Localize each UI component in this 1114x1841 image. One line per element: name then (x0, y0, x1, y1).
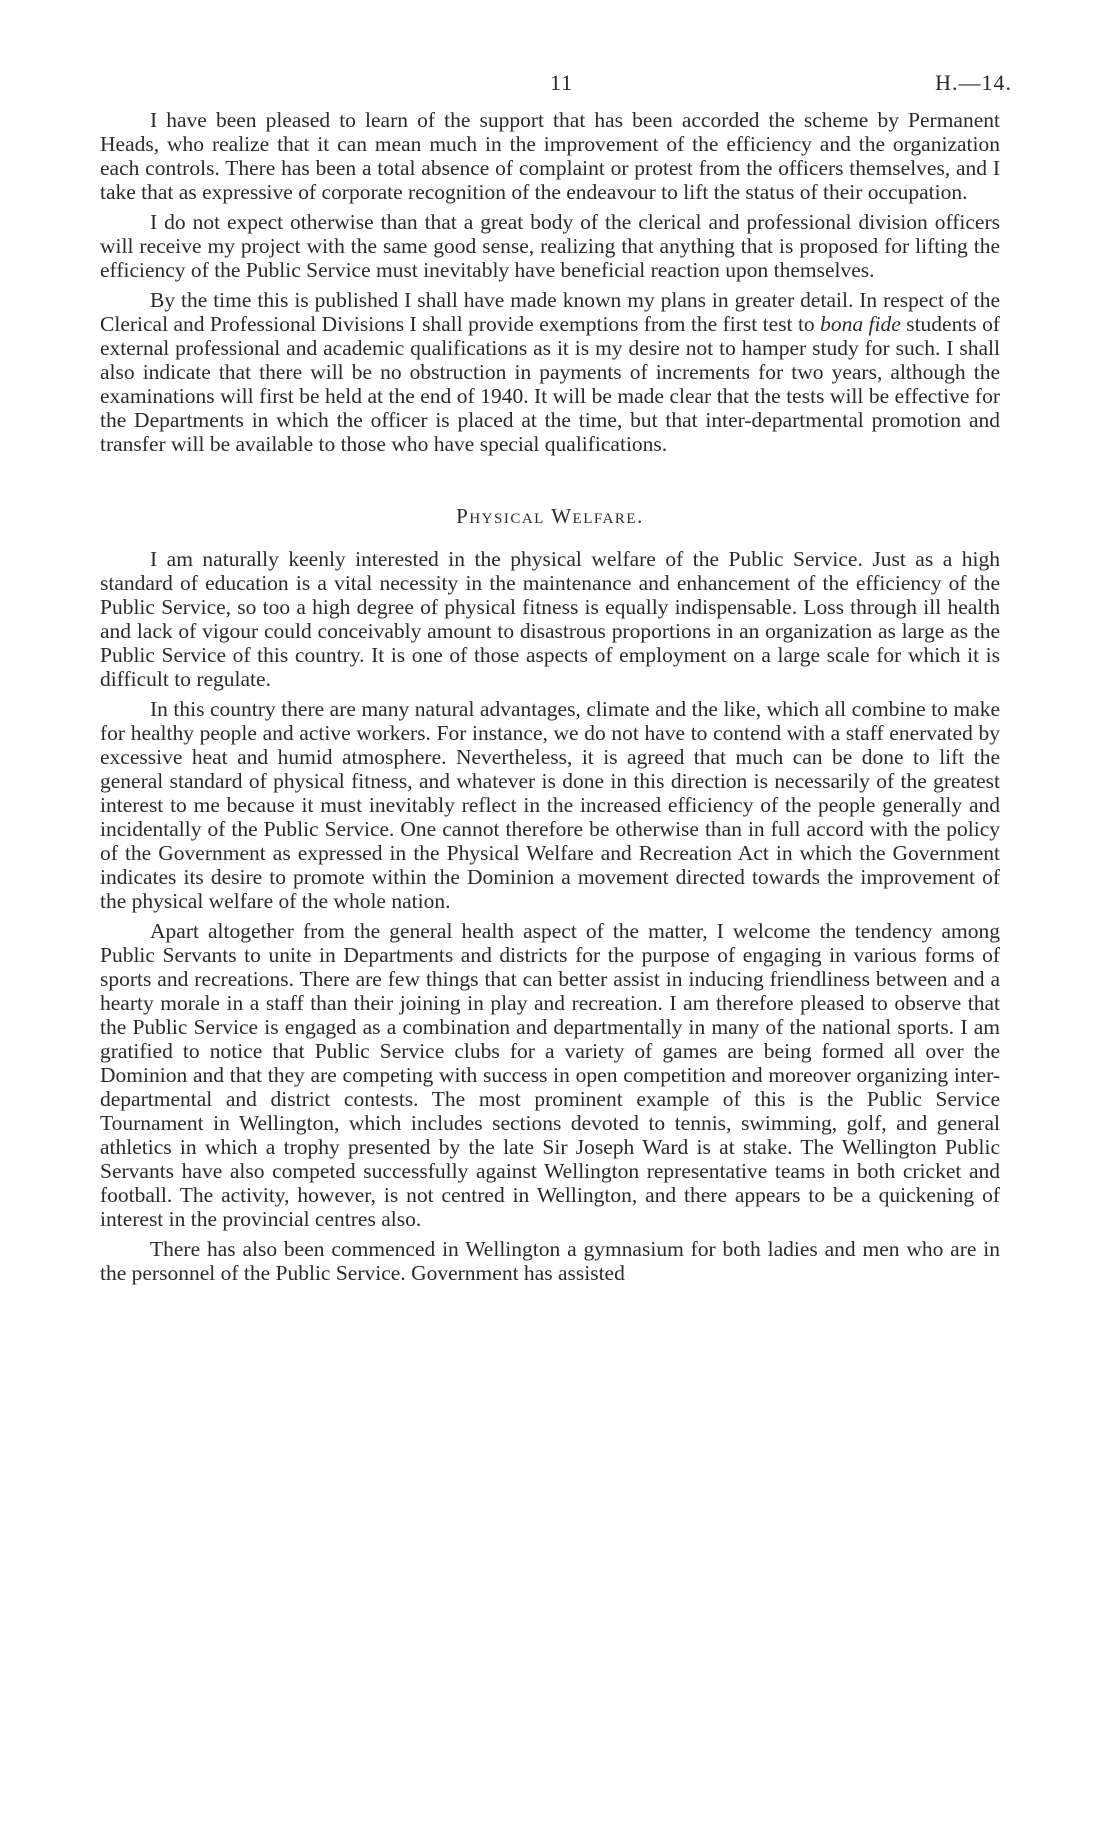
section-heading: Physical Welfare. (456, 504, 644, 528)
document-reference: H.—14. (935, 70, 1012, 95)
paragraph-plans-detail-part1: By the time this is published I shall have made known my plans in greater detail. In respect of the Clerical and Professional Divisions I shall provide exemptions from the first test to (100, 288, 1000, 336)
paragraph-plans-detail (100, 288, 1000, 456)
paragraph-physical-welfare-intro: I am naturally keenly interested in the physical welfare of the Public Service. Just as a high standard of education is a vital necessity in the maintenance and enhancement of the efficiency of the Public Service, so too a high degree of physical fitness is equally indispensable. Loss through ill health and lack of vigour could conceivably amount to disastrous proportions in an organization as large as the Public Service of this country. It is one of those aspects of employment on a large scale for which it is difficult to regulate. (100, 547, 1000, 691)
paragraph-clerical-division: I do not expect otherwise than that a great body of the clerical and professional division officers will receive my project with the same good sense, realizing that anything that is proposed for lifting the efficiency of the Public Service must inevitably have beneficial reaction upon themselves. (100, 210, 1000, 282)
paragraph-scheme-support: I have been pleased to learn of the support that has been accorded the scheme by Permanent Heads, who realize that it can mean much in the improvement of the efficiency and the organization each controls. There has been a total absence of complaint or protest from the officers themselves, and I take that as expressive of corporate recognition of the endeavour to lift the status of their occupation. (100, 108, 1000, 204)
paragraph-gymnasium: There has also been commenced in Wellington a gymnasium for both ladies and men who are in the personnel of the Public Service. Government has assisted (100, 1237, 1000, 1285)
body-text (100, 108, 1000, 1291)
paragraph-natural-advantages: In this country there are many natural advantages, climate and the like, which all combine to make for healthy people and active workers. For instance, we do not have to contend with a staff enervated by excessive heat and humid atmosphere. Nevertheless, it is agreed that much can be done to lift the general standard of physical fitness, and whatever is done in this direction is necessarily of the greatest interest to me because it must inevitably reflect in the increased efficiency of the people generally and incidentally of the Public Service. One cannot therefore be otherwise than in full accord with the policy of the Government as expressed in the Physical Welfare and Recreation Act in which the Government indicates its desire to promote within the Dominion a movement directed towards the improvement of the physical welfare of the whole nation. (100, 697, 1000, 913)
paragraph-plans-detail-part2: students of external professional and academic qualifications as it is my desire not to hamper study for such. I shall also indicate that there will be no obstruction in payments of increments for two years, although the examinations will first be held at the end of 1940. It will be made clear that the tests will be effective for the Departments in which the officer is placed at the time, but that inter-departmental promotion and transfer will be available to those who have special qualifications. (100, 312, 1001, 456)
bona-fide-italic: bona fide (820, 312, 901, 336)
paragraph-sports-recreation: Apart altogether from the general health aspect of the matter, I welcome the tendency among Public Servants to unite in Departments and districts for the purpose of engaging in various forms of sports and recreations. There are few things that can better assist in inducing friendliness between and a hearty morale in a staff than their joining in play and recreation. I am therefore pleased to observe that the Public Service is engaged as a combination and departmentally in many of the national sports. I am gratified to notice that Public Service clubs for a variety of games are being formed all over the Dominion and that they are competing with success in open competition and moreover organizing inter-departmental and district contests. The most prominent example of this is the Public Service Tournament in Wellington, which includes sections devoted to tennis, swimming, golf, and general athletics in which a trophy presented by the late Sir Joseph Ward is at stake. The Wellington Public Servants have also competed successfully against Wellington representative teams in both cricket and football. The activity, however, is not centred in Wellington, and there appears to be a quickening of interest in the provincial centres also. (100, 919, 1000, 1231)
page-header (100, 70, 1012, 100)
page-number: 11 (550, 70, 574, 95)
